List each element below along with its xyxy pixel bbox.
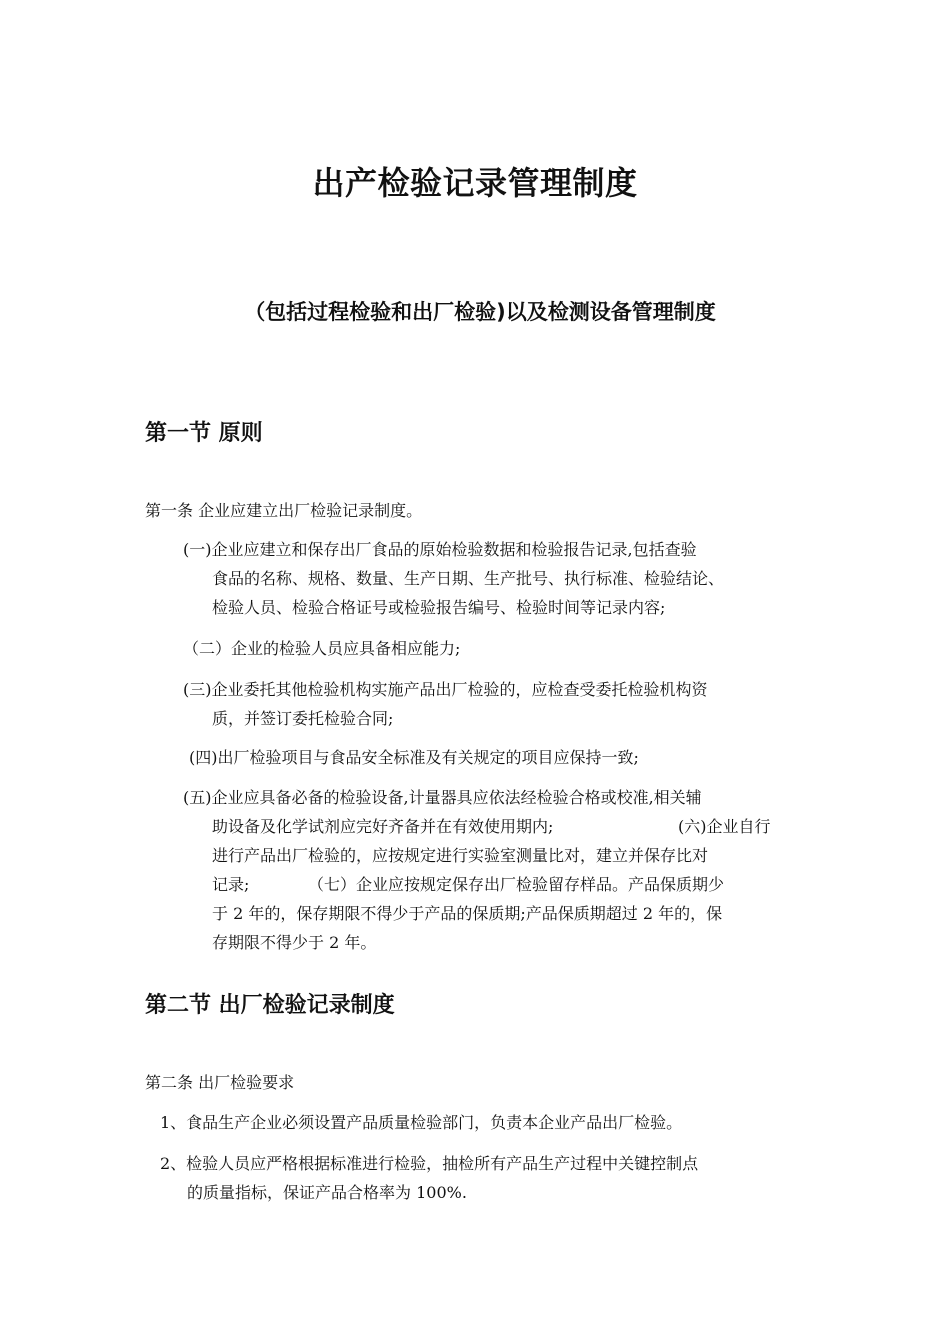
item-1-line-3: 检验人员、检验合格证号或检验报告编号、检验时间等记录内容; [212,598,666,617]
article-2: 第二条 出厂检验要求 [145,1073,295,1092]
item-6-start: (六)企业自行 [678,817,771,836]
article-1: 第一条 企业应建立出厂检验记录制度。 [145,501,423,520]
s2-item-1: 1、食品生产企业必须设置产品质量检验部门，负责本企业产品出厂检验。 [160,1113,683,1132]
s2-item-2-line-2: 的质量指标，保证产品合格率为 100%. [187,1183,467,1202]
item-7-line-3: 存期限不得少于 2 年。 [212,933,377,952]
item-4: (四)出厂检验项目与食品安全标准及有关规定的项目应保持一致; [189,748,639,767]
item-1-line-1: (一)企业应建立和保存出厂食品的原始检验数据和检验报告记录,包括查验 [183,540,697,559]
document-subtitle: （包括过程检验和出厂检验)以及检测设备管理制度 [244,300,716,324]
item-5-line-1: (五)企业应具备必备的检验设备,计量器具应依法经检验合格或校准,相关辅 [183,788,702,807]
document-title: 出产检验记录管理制度 [312,164,638,202]
section-1-heading: 第一节 原则 [145,421,263,446]
item-5-line-2a: 助设备及化学试剂应完好齐备并在有效使用期内; [212,817,554,836]
item-7-start: （七）企业应按规定保存出厂检验留存样品。产品保质期少 [308,875,725,894]
item-6-line-3: 记录; [212,875,250,894]
item-1-line-2: 食品的名称、规格、数量、生产日期、生产批号、执行标准、检验结论、 [212,569,725,588]
s2-item-2-line-1: 2、检验人员应严格根据标准进行检验，抽检所有产品生产过程中关键控制点 [160,1154,699,1173]
item-7-line-2: 于 2 年的，保存期限不得少于产品的保质期;产品保质期超过 2 年的，保 [212,904,723,923]
item-3-line-2: 质，并签订委托检验合同; [212,709,394,728]
item-6-line-2: 进行产品出厂检验的，应按规定进行实验室测量比对，建立并保存比对 [212,846,709,865]
section-2-heading: 第二节 出厂检验记录制度 [145,993,395,1018]
item-2: （二）企业的检验人员应具备相应能力; [183,639,461,658]
item-3-line-1: (三)企业委托其他检验机构实施产品出厂检验的，应检查受委托检验机构资 [183,680,708,699]
